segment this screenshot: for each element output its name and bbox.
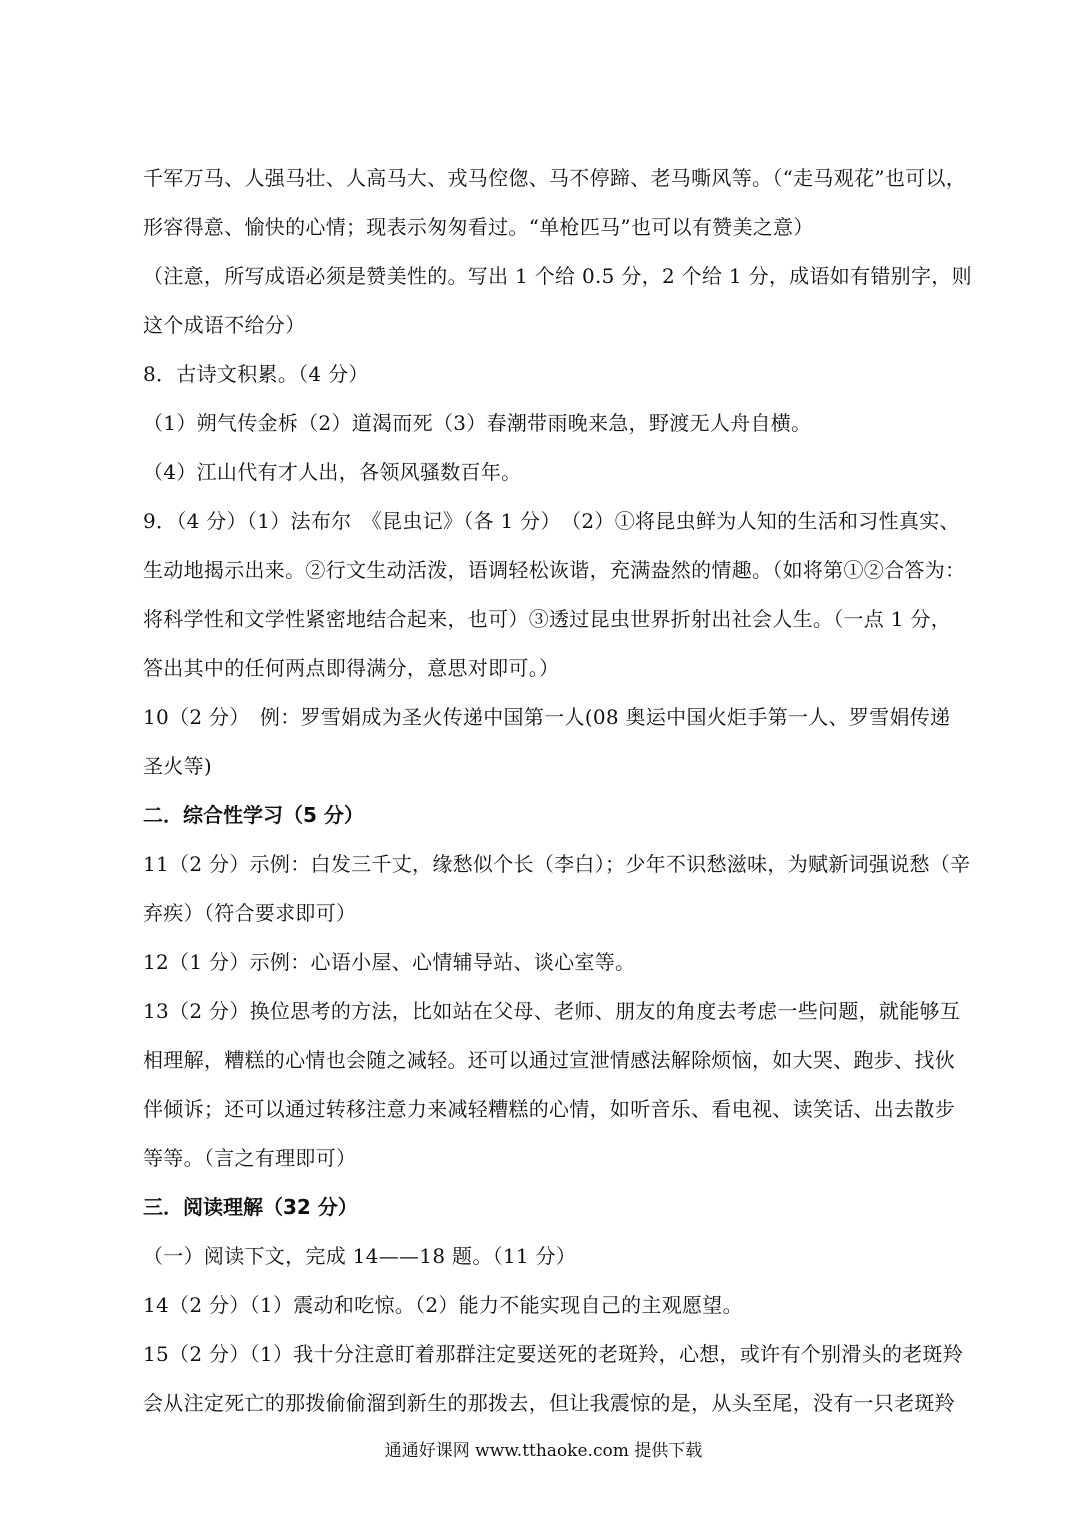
- text-line: （1）朔气传金柝（2）道渴而死（3）春潮带雨晚来急，野渡无人舟自横。: [143, 411, 812, 435]
- text-line: 伴倾诉；还可以通过转移注意力来减轻糟糕的心情，如听音乐、看电视、读笑话、出去散步: [143, 1097, 955, 1121]
- text-line: 将科学性和文学性紧密地结合起来，也可）③透过昆虫世界折射出社会人生。（一点 1 分，: [143, 607, 952, 631]
- text-line: 相理解，糟糕的心情也会随之减轻。还可以通过宣泄情感法解除烦恼，如大哭、跑步、找伙: [143, 1048, 955, 1072]
- text-line: 8．古诗文积累。（4 分）: [143, 362, 369, 386]
- text-line: 9．（4 分）（1）法布尔 《昆虫记》（各 1 分） （2）①将昆虫鲜为人知的生活和习性真实、: [143, 509, 960, 533]
- text-line: 10（2 分） 例：罗雪娟成为圣火传递中国第一人(08 奥运中国火炬手第一人、罗雪娟传递: [143, 705, 951, 729]
- text-line: 12（1 分）示例：心语小屋、心情辅导站、谈心室等。: [143, 950, 636, 974]
- text-line: 13（2 分）换位思考的方法，比如站在父母、老师、朋友的角度去考虑一些问题，就能够互: [143, 999, 961, 1023]
- answer-key-content: [143, 154, 1013, 1428]
- text-line: 形容得意、愉快的心情；现表示匆匆看过。“单枪匹马”也可以有赞美之意）: [143, 215, 814, 239]
- text-line: 14（2 分）（1）震动和吃惊。（2）能力不能实现自己的主观愿望。: [143, 1293, 743, 1317]
- text-line: （注意，所写成语必须是赞美性的。写出 1 个给 0.5 分，2 个给 1 分，成语如有错别字，则: [143, 264, 972, 288]
- section-heading-3: 三．阅读理解（32 分）: [143, 1195, 358, 1219]
- text-line: 这个成语不给分）: [143, 313, 306, 337]
- text-line: 弃疾）（符合要求即可）: [143, 901, 357, 925]
- section-heading-2: 二．综合性学习（5 分）: [143, 803, 364, 827]
- text-line: 等等。（言之有理即可）: [143, 1146, 357, 1170]
- text-line: （一）阅读下文，完成 14——18 题。（11 分）: [143, 1244, 577, 1268]
- text-line: 会从注定死亡的那拨偷偷溜到新生的那拨去，但让我震惊的是，从头至尾，没有一只老斑羚: [143, 1391, 955, 1415]
- text-line: 生动地揭示出来。②行文生动活泼，语调轻松诙谐，充满盎然的情趣。（如将第①②合答为：: [143, 558, 966, 582]
- text-line: 15（2 分）（1）我十分注意盯着那群注定要送死的老斑羚，心想，或许有个别滑头的老斑羚: [143, 1342, 964, 1366]
- text-line: 11（2 分）示例：白发三千丈，缘愁似个长（李白）；少年不识愁滋味，为赋新词强说愁（辛: [143, 852, 971, 876]
- text-line: 圣火等): [143, 754, 213, 778]
- text-line: 千军万马、人强马壮、人高马大、戎马倥偬、马不停蹄、老马嘶风等。（“走马观花”也可以，: [143, 166, 967, 190]
- text-line: （4）江山代有才人出，各领风骚数百年。: [143, 460, 522, 484]
- text-line: 答出其中的任何两点即得满分，意思对即可。）: [143, 656, 560, 680]
- page-footer: 通通好课网 www.tthaoke.com 提供下载: [384, 1441, 703, 1461]
